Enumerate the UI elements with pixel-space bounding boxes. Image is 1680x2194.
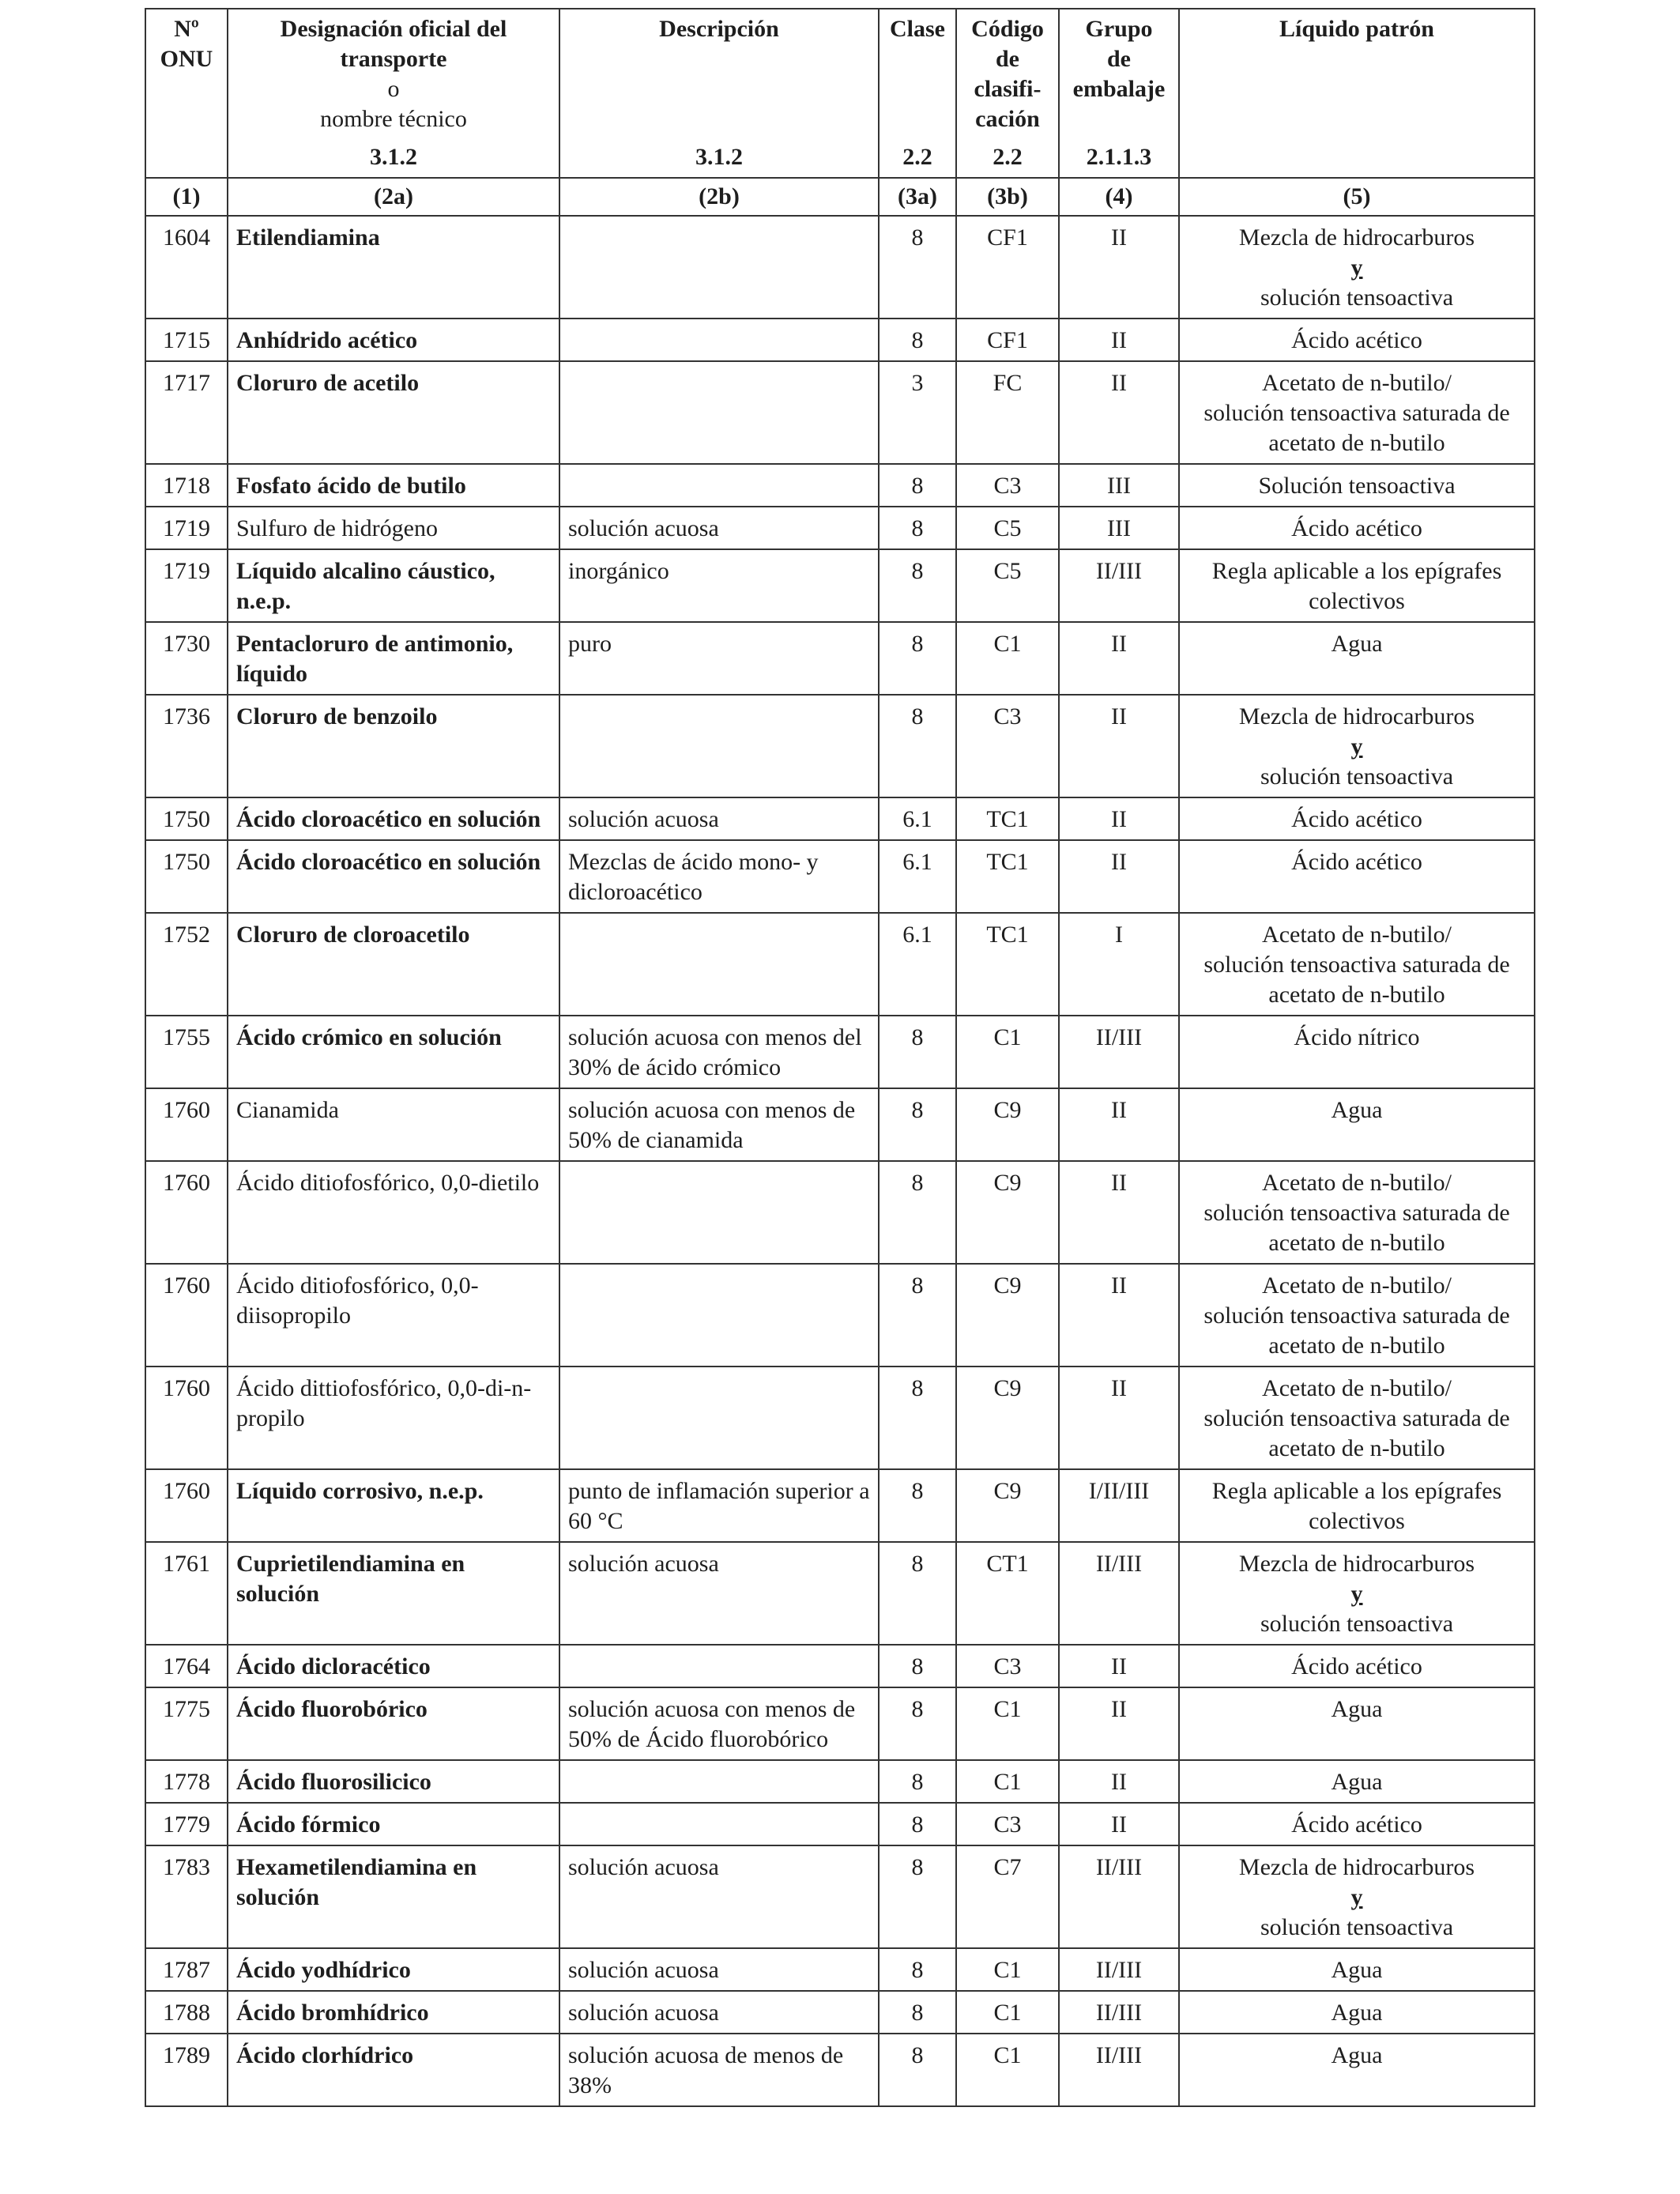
liquido-line: Acetato de n-butilo/: [1262, 1375, 1452, 1401]
table-row: [145, 361, 1535, 464]
table-row: [145, 464, 1535, 507]
table-row: [145, 1803, 1535, 1845]
cell-clase: 8: [879, 216, 956, 319]
cell-grupo: I: [1059, 913, 1179, 1016]
cell-clase: 8: [879, 1803, 956, 1845]
header-codigo-line2: de: [996, 46, 1019, 72]
cell-clase: 8: [879, 319, 956, 361]
cell-onu: 1715: [145, 319, 228, 361]
liquido-line: solución tensoactiva: [1260, 1914, 1454, 1940]
cell-clase: 6.1: [879, 797, 956, 840]
cell-onu: 1760: [145, 1264, 228, 1367]
cell-clase: 8: [879, 507, 956, 549]
cell-codigo: CF1: [956, 216, 1059, 319]
cell-grupo: II: [1059, 797, 1179, 840]
cell-liquido: [1179, 913, 1535, 1016]
colnum-4: (4): [1059, 178, 1179, 216]
cell-liquido: [1179, 1991, 1535, 2034]
cell-descripcion: [559, 1645, 879, 1687]
cell-descripcion: [559, 1367, 879, 1469]
cell-designacion: Cianamida: [228, 1088, 559, 1161]
cell-liquido: [1179, 1687, 1535, 1760]
liquido-line: Agua: [1331, 1769, 1383, 1795]
cell-designacion: Fosfato ácido de butilo: [228, 464, 559, 507]
cell-codigo: C9: [956, 1161, 1059, 1264]
table-row: [145, 1469, 1535, 1542]
liquido-line: Ácido acético: [1291, 1811, 1422, 1838]
cell-clase: 6.1: [879, 913, 956, 1016]
cell-liquido: [1179, 361, 1535, 464]
cell-grupo: II: [1059, 1088, 1179, 1161]
liquido-line: Mezcla de hidrocarburos: [1238, 224, 1475, 251]
cell-clase: 8: [879, 622, 956, 695]
cell-descripcion: [559, 216, 879, 319]
table-row: [145, 1845, 1535, 1948]
cell-onu: 1760: [145, 1088, 228, 1161]
cell-liquido: [1179, 1088, 1535, 1161]
cell-grupo: II: [1059, 1687, 1179, 1760]
table-row: [145, 2034, 1535, 2106]
colnum-2b: (2b): [559, 178, 879, 216]
cell-descripcion: punto de inflamación superior a 60 °C: [559, 1469, 879, 1542]
liquido-line: Acetato de n-butilo/: [1262, 1272, 1452, 1299]
header-grupo-line3: embalaje: [1072, 76, 1166, 102]
liquido-line: acetato de n-butilo: [1268, 1333, 1445, 1359]
cell-codigo: TC1: [956, 913, 1059, 1016]
table-body: [145, 216, 1535, 2106]
cell-descripcion: [559, 1161, 879, 1264]
cell-grupo: III: [1059, 507, 1179, 549]
liquido-line: solución tensoactiva: [1260, 763, 1454, 790]
cell-grupo: II: [1059, 216, 1179, 319]
cell-onu: 1764: [145, 1645, 228, 1687]
cell-codigo: C5: [956, 507, 1059, 549]
table-row: [145, 695, 1535, 797]
liquido-line: solución tensoactiva saturada de: [1203, 1200, 1510, 1226]
table-row: [145, 1687, 1535, 1760]
cell-codigo: TC1: [956, 840, 1059, 913]
table-row: [145, 1948, 1535, 1991]
cell-designacion: Cloruro de benzoilo: [228, 695, 559, 797]
table-row: [145, 797, 1535, 840]
cell-designacion: Cuprietilendiamina en solución: [228, 1542, 559, 1645]
cell-clase: 8: [879, 1645, 956, 1687]
cell-designacion: Ácido crómico en solución: [228, 1016, 559, 1088]
cell-descripcion: inorgánico: [559, 549, 879, 622]
cell-grupo: II: [1059, 1645, 1179, 1687]
cell-grupo: II/III: [1059, 1991, 1179, 2034]
cell-onu: 1755: [145, 1016, 228, 1088]
cell-grupo: II: [1059, 622, 1179, 695]
cell-designacion: Ácido dicloracético: [228, 1645, 559, 1687]
cell-descripcion: solución acuosa: [559, 797, 879, 840]
cell-designacion: Hexametilendiamina en solución: [228, 1845, 559, 1948]
cell-liquido: [1179, 1161, 1535, 1264]
cell-clase: 8: [879, 549, 956, 622]
cell-clase: 8: [879, 1161, 956, 1264]
table-row: [145, 1645, 1535, 1687]
header-grupo-ref: 2.1.1.3: [1086, 144, 1152, 170]
cell-codigo: C1: [956, 1991, 1059, 2034]
liquido-line: solución tensoactiva saturada de: [1203, 400, 1510, 426]
liquido-line: Ácido acético: [1291, 515, 1422, 541]
cell-codigo: C1: [956, 1760, 1059, 1803]
cell-liquido: [1179, 1645, 1535, 1687]
liquido-line: Ácido acético: [1291, 1653, 1422, 1679]
cell-descripcion: solución acuosa: [559, 1948, 879, 1991]
cell-onu: 1719: [145, 507, 228, 549]
header-codigo-line1: Código: [971, 16, 1044, 42]
liquido-line: Regla aplicable a los epígrafes: [1211, 1478, 1502, 1504]
cell-liquido: [1179, 840, 1535, 913]
table-row: [145, 622, 1535, 695]
cell-grupo: II/III: [1059, 1016, 1179, 1088]
cell-designacion: Etilendiamina: [228, 216, 559, 319]
cell-designacion: Ácido bromhídrico: [228, 1991, 559, 2034]
table-row: [145, 1760, 1535, 1803]
cell-codigo: C7: [956, 1845, 1059, 1948]
cell-liquido: [1179, 2034, 1535, 2106]
cell-designacion: Ácido ditiofosfórico, 0,0-diisopropilo: [228, 1264, 559, 1367]
liquido-line: solución tensoactiva: [1260, 285, 1454, 311]
cell-liquido: [1179, 1803, 1535, 1845]
cell-designacion: Cloruro de acetilo: [228, 361, 559, 464]
cell-designacion: Ácido cloroacético en solución: [228, 840, 559, 913]
liquido-line: Acetato de n-butilo/: [1262, 1170, 1452, 1196]
cell-liquido: [1179, 1264, 1535, 1367]
cell-grupo: II: [1059, 361, 1179, 464]
header-onu: [145, 9, 228, 178]
liquido-line: Solución tensoactiva: [1258, 473, 1456, 499]
header-grupo-line2: de: [1107, 46, 1131, 72]
cell-onu: 1788: [145, 1991, 228, 2034]
cell-codigo: C1: [956, 1948, 1059, 1991]
cell-grupo: III: [1059, 464, 1179, 507]
table-row: [145, 549, 1535, 622]
cell-descripcion: solución acuosa de menos de 38%: [559, 2034, 879, 2106]
cell-grupo: I/II/III: [1059, 1469, 1179, 1542]
cell-clase: 8: [879, 1687, 956, 1760]
cell-designacion: Ácido dittiofosfórico, 0,0-di-n-propilo: [228, 1367, 559, 1469]
liquido-line: Ácido acético: [1291, 327, 1422, 353]
cell-liquido: [1179, 797, 1535, 840]
cell-designacion: Anhídrido acético: [228, 319, 559, 361]
cell-liquido: [1179, 507, 1535, 549]
cell-designacion: Ácido fluorosilicico: [228, 1760, 559, 1803]
liquido-line: solución tensoactiva: [1260, 1611, 1454, 1637]
header-designacion: [228, 9, 559, 178]
cell-clase: 8: [879, 1760, 956, 1803]
cell-clase: 8: [879, 695, 956, 797]
cell-codigo: CF1: [956, 319, 1059, 361]
cell-onu: 1760: [145, 1367, 228, 1469]
cell-descripcion: solución acuosa: [559, 1991, 879, 2034]
cell-onu: 1750: [145, 840, 228, 913]
cell-codigo: C3: [956, 1803, 1059, 1845]
table-row: [145, 1161, 1535, 1264]
table-row: [145, 913, 1535, 1016]
header-designacion-line4: nombre técnico: [320, 106, 467, 132]
cell-liquido: [1179, 1469, 1535, 1542]
cell-descripcion: [559, 913, 879, 1016]
table-row: [145, 1991, 1535, 2034]
cell-descripcion: [559, 1760, 879, 1803]
table-row: [145, 1016, 1535, 1088]
cell-onu: 1775: [145, 1687, 228, 1760]
liquido-line: colectivos: [1309, 588, 1405, 614]
liquido-line: Agua: [1331, 1696, 1383, 1722]
table-row: [145, 507, 1535, 549]
cell-clase: 8: [879, 464, 956, 507]
cell-clase: 8: [879, 1264, 956, 1367]
header-designacion-line3: o: [387, 76, 400, 102]
cell-grupo: II: [1059, 1264, 1179, 1367]
cell-descripcion: [559, 464, 879, 507]
cell-onu: 1718: [145, 464, 228, 507]
cell-onu: 1783: [145, 1845, 228, 1948]
column-number-row: [145, 178, 1535, 216]
cell-codigo: C1: [956, 1687, 1059, 1760]
colnum-3a: (3a): [879, 178, 956, 216]
cell-descripcion: puro: [559, 622, 879, 695]
cell-liquido: [1179, 549, 1535, 622]
cell-codigo: C9: [956, 1367, 1059, 1469]
header-clase-ref: 2.2: [902, 144, 932, 170]
header-codigo: [956, 9, 1059, 178]
liquido-line: Agua: [1331, 1957, 1383, 1983]
cell-designacion: Ácido cloroacético en solución: [228, 797, 559, 840]
header-descripcion-label: Descripción: [659, 16, 779, 42]
cell-liquido: [1179, 695, 1535, 797]
cell-grupo: II/III: [1059, 1845, 1179, 1948]
cell-onu: 1787: [145, 1948, 228, 1991]
liquido-line: Agua: [1331, 2042, 1383, 2068]
liquido-line: Acetato de n-butilo/: [1262, 370, 1452, 396]
cell-codigo: C3: [956, 1645, 1059, 1687]
cell-grupo: II: [1059, 1161, 1179, 1264]
cell-designacion: Ácido ditiofosfórico, 0,0-dietilo: [228, 1161, 559, 1264]
header-clase-label: Clase: [890, 16, 945, 42]
cell-descripcion: [559, 319, 879, 361]
cell-grupo: II/III: [1059, 1948, 1179, 1991]
cell-descripcion: [559, 1264, 879, 1367]
liquido-line: Ácido acético: [1291, 849, 1422, 875]
liquido-line: solución tensoactiva saturada de: [1203, 1302, 1510, 1329]
header-designacion-ref: 3.1.2: [370, 144, 417, 170]
header-codigo-line3: clasifi-: [974, 76, 1042, 102]
cell-designacion: Pentacloruro de antimonio, líquido: [228, 622, 559, 695]
table-row: [145, 319, 1535, 361]
cell-grupo: II: [1059, 695, 1179, 797]
cell-liquido: [1179, 216, 1535, 319]
cell-descripcion: solución acuosa: [559, 1845, 879, 1948]
header-designacion-line1: Designación oficial del: [280, 16, 507, 42]
cell-codigo: C3: [956, 464, 1059, 507]
table-row: [145, 1088, 1535, 1161]
cell-descripcion: Mezclas de ácido mono- y dicloroacético: [559, 840, 879, 913]
cell-grupo: II: [1059, 1367, 1179, 1469]
liquido-line: acetato de n-butilo: [1268, 1435, 1445, 1461]
cell-clase: 8: [879, 1367, 956, 1469]
table-row: [145, 216, 1535, 319]
cell-liquido: [1179, 1542, 1535, 1645]
header-liquido: [1179, 9, 1535, 178]
cell-codigo: C3: [956, 695, 1059, 797]
liquido-line: Agua: [1331, 2000, 1383, 2026]
cell-onu: 1760: [145, 1469, 228, 1542]
cell-clase: 8: [879, 2034, 956, 2106]
cell-grupo: II: [1059, 840, 1179, 913]
cell-descripcion: [559, 361, 879, 464]
liquido-line: acetato de n-butilo: [1268, 1230, 1445, 1256]
liquido-line: colectivos: [1309, 1508, 1405, 1534]
cell-clase: 6.1: [879, 840, 956, 913]
cell-grupo: II/III: [1059, 549, 1179, 622]
header-designacion-line2: transporte: [340, 46, 447, 72]
cell-grupo: II: [1059, 1803, 1179, 1845]
cell-codigo: C9: [956, 1264, 1059, 1367]
liquido-line: solución tensoactiva saturada de: [1203, 952, 1510, 978]
header-grupo-line1: Grupo: [1085, 16, 1153, 42]
cell-clase: 8: [879, 1469, 956, 1542]
cell-designacion: Sulfuro de hidrógeno: [228, 507, 559, 549]
liquido-line: Agua: [1331, 631, 1383, 657]
cell-descripcion: [559, 695, 879, 797]
cell-onu: 1750: [145, 797, 228, 840]
cell-codigo: FC: [956, 361, 1059, 464]
cell-codigo: C1: [956, 1016, 1059, 1088]
cell-liquido: [1179, 1845, 1535, 1948]
cell-clase: 8: [879, 1991, 956, 2034]
colnum-1: (1): [145, 178, 228, 216]
cell-descripcion: solución acuosa con menos de 50% de Ácido fluorobórico: [559, 1687, 879, 1760]
cell-onu: 1717: [145, 361, 228, 464]
header-onu-line2: ONU: [160, 46, 213, 72]
cell-onu: 1761: [145, 1542, 228, 1645]
header-grupo: [1059, 9, 1179, 178]
liquido-line: y: [1350, 733, 1363, 760]
cell-designacion: Líquido corrosivo, n.e.p.: [228, 1469, 559, 1542]
header-onu-line1: Nº: [174, 16, 199, 42]
cell-grupo: II: [1059, 319, 1179, 361]
liquido-line: Ácido acético: [1291, 806, 1422, 832]
cell-descripcion: solución acuosa: [559, 507, 879, 549]
header-descripcion-ref: 3.1.2: [695, 144, 743, 170]
header-codigo-line4: cación: [975, 106, 1040, 132]
cell-liquido: [1179, 464, 1535, 507]
header-descripcion: [559, 9, 879, 178]
liquido-line: Regla aplicable a los epígrafes: [1211, 558, 1502, 584]
liquido-line: y: [1350, 254, 1363, 281]
cell-designacion: Cloruro de cloroacetilo: [228, 913, 559, 1016]
colnum-5: (5): [1179, 178, 1535, 216]
cell-onu: 1789: [145, 2034, 228, 2106]
cell-liquido: [1179, 1016, 1535, 1088]
cell-codigo: TC1: [956, 797, 1059, 840]
cell-clase: 8: [879, 1542, 956, 1645]
header-row: [145, 9, 1535, 178]
liquido-line: Mezcla de hidrocarburos: [1238, 1551, 1475, 1577]
table-row: [145, 840, 1535, 913]
liquido-line: y: [1350, 1884, 1363, 1910]
cell-liquido: [1179, 1948, 1535, 1991]
liquido-line: y: [1350, 1581, 1363, 1607]
cell-clase: 8: [879, 1845, 956, 1948]
cell-codigo: C9: [956, 1469, 1059, 1542]
cell-clase: 8: [879, 1016, 956, 1088]
liquido-line: acetato de n-butilo: [1268, 430, 1445, 456]
cell-onu: 1779: [145, 1803, 228, 1845]
cell-clase: 8: [879, 1088, 956, 1161]
cell-onu: 1736: [145, 695, 228, 797]
cell-descripcion: solución acuosa: [559, 1542, 879, 1645]
substances-table: [145, 8, 1535, 2107]
cell-descripcion: solución acuosa con menos de 50% de cianamida: [559, 1088, 879, 1161]
cell-grupo: II: [1059, 1760, 1179, 1803]
cell-codigo: C1: [956, 2034, 1059, 2106]
cell-onu: 1604: [145, 216, 228, 319]
liquido-line: solución tensoactiva saturada de: [1203, 1405, 1510, 1431]
cell-liquido: [1179, 1367, 1535, 1469]
liquido-line: Mezcla de hidrocarburos: [1238, 703, 1475, 729]
liquido-line: Mezcla de hidrocarburos: [1238, 1854, 1475, 1880]
header-liquido-label: Líquido patrón: [1279, 16, 1434, 42]
cell-descripcion: solución acuosa con menos del 30% de ácido crómico: [559, 1016, 879, 1088]
liquido-line: Acetato de n-butilo/: [1262, 922, 1452, 948]
liquido-line: acetato de n-butilo: [1268, 982, 1445, 1008]
cell-clase: 3: [879, 361, 956, 464]
liquido-line: Agua: [1331, 1097, 1383, 1123]
cell-grupo: II/III: [1059, 1542, 1179, 1645]
cell-onu: 1752: [145, 913, 228, 1016]
cell-codigo: C9: [956, 1088, 1059, 1161]
cell-liquido: [1179, 622, 1535, 695]
cell-grupo: II/III: [1059, 2034, 1179, 2106]
table-row: [145, 1264, 1535, 1367]
cell-onu: 1760: [145, 1161, 228, 1264]
cell-liquido: [1179, 1760, 1535, 1803]
cell-clase: 8: [879, 1948, 956, 1991]
cell-codigo: CT1: [956, 1542, 1059, 1645]
colnum-3b: (3b): [956, 178, 1059, 216]
cell-onu: 1719: [145, 549, 228, 622]
table-row: [145, 1367, 1535, 1469]
colnum-2a: (2a): [228, 178, 559, 216]
cell-designacion: Ácido fórmico: [228, 1803, 559, 1845]
header-codigo-ref: 2.2: [993, 144, 1023, 170]
table-row: [145, 1542, 1535, 1645]
cell-designacion: Ácido yodhídrico: [228, 1948, 559, 1991]
cell-liquido: [1179, 319, 1535, 361]
liquido-line: Ácido nítrico: [1294, 1024, 1420, 1050]
header-clase: [879, 9, 956, 178]
cell-codigo: C1: [956, 622, 1059, 695]
cell-descripcion: [559, 1803, 879, 1845]
cell-codigo: C5: [956, 549, 1059, 622]
cell-onu: 1778: [145, 1760, 228, 1803]
cell-designacion: Ácido clorhídrico: [228, 2034, 559, 2106]
cell-designacion: Ácido fluorobórico: [228, 1687, 559, 1760]
cell-designacion: Líquido alcalino cáustico, n.e.p.: [228, 549, 559, 622]
cell-onu: 1730: [145, 622, 228, 695]
